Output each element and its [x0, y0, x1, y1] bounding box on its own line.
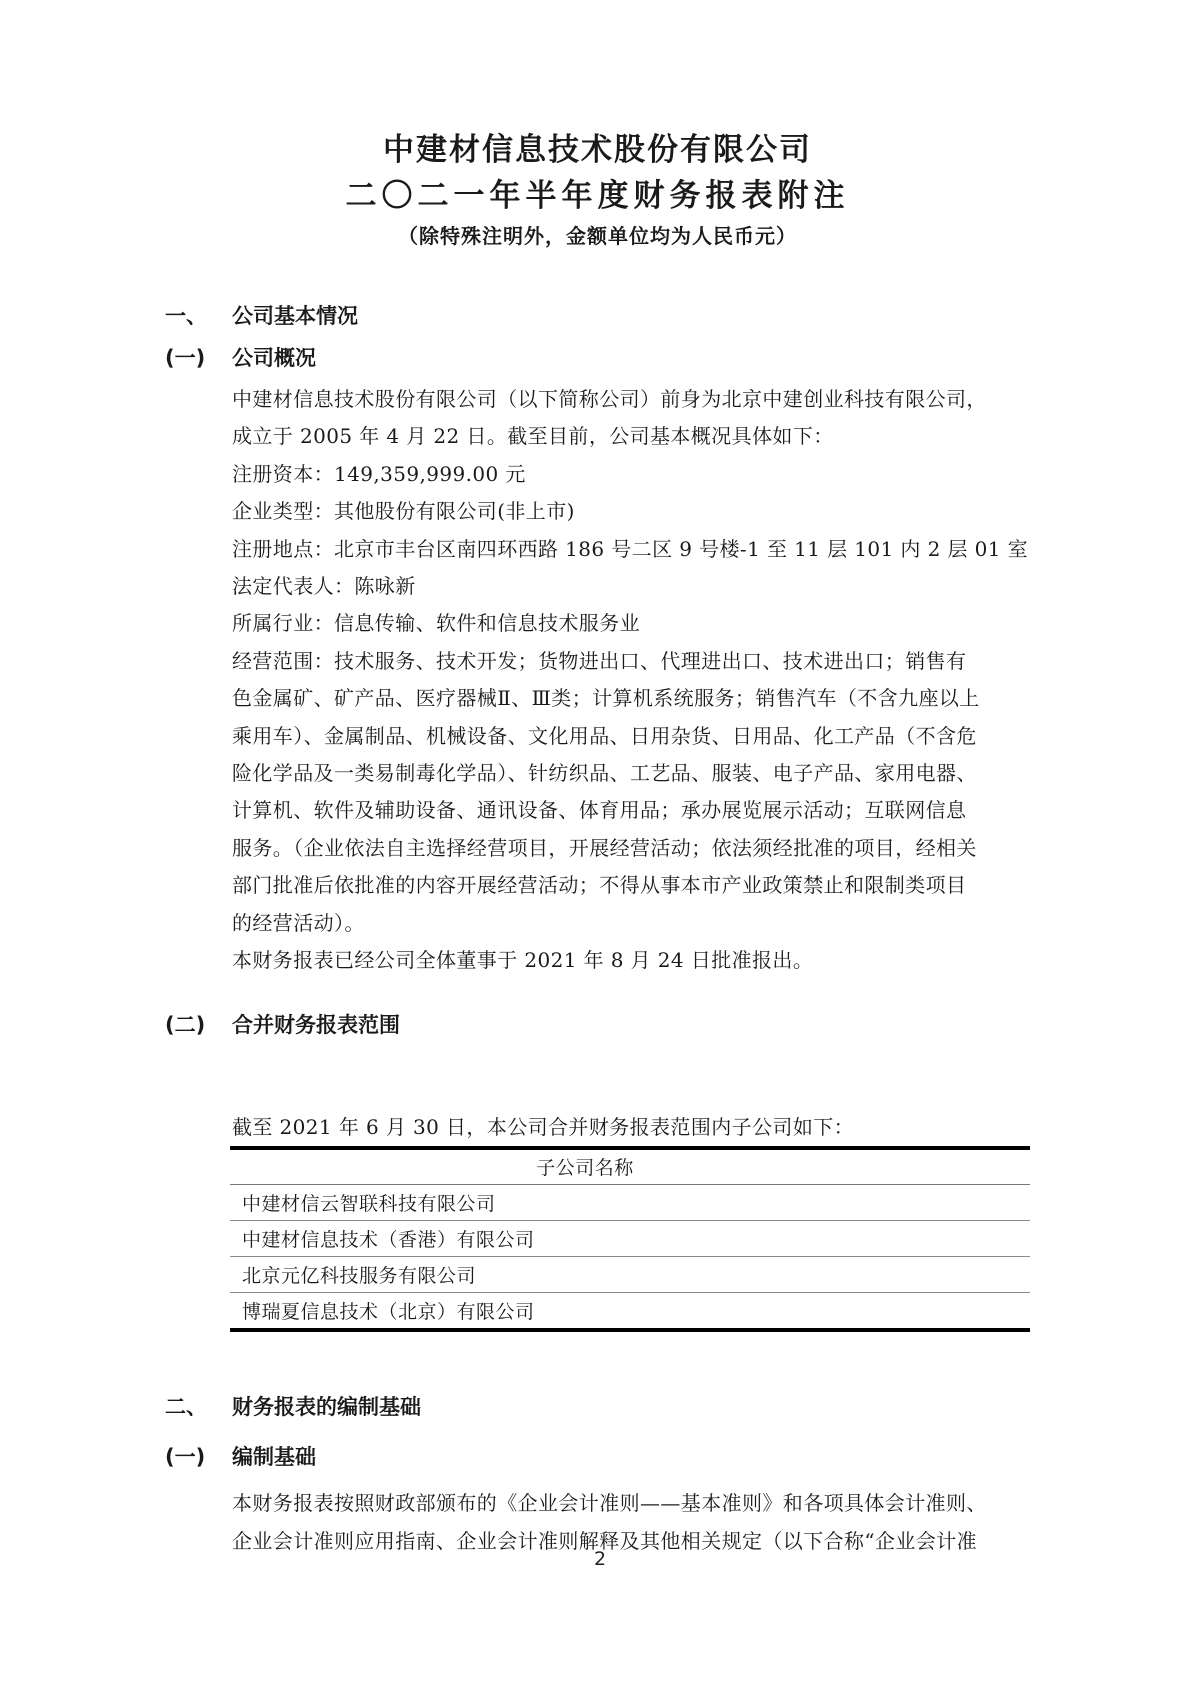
company-overview-paragraph	[232, 381, 1029, 980]
text-line: 乘用车）、金属制品、机械设备、文化用品、日用杂货、日用品、化工产品（不含危	[232, 723, 977, 748]
section-one-number: 一、	[165, 304, 207, 328]
subsidiaries-table-body	[230, 1185, 1030, 1328]
page-number: 2	[593, 1548, 607, 1570]
subsection-overview-number: (一)	[165, 346, 206, 370]
table-row: 中建材信云智联科技有限公司	[230, 1185, 1030, 1221]
table-row: 北京元亿科技服务有限公司	[230, 1257, 1030, 1293]
section-one-title: 公司基本情况	[232, 304, 358, 328]
title-block	[165, 128, 1030, 253]
text-line: 服务。（企业依法自主选择经营项目，开展经营活动；依法须经批准的项目，经相关	[232, 835, 977, 860]
doc-title-unit-note: （除特殊注明外，金额单位均为人民币元）	[398, 224, 797, 248]
section-preparation-basis	[165, 1392, 1030, 1560]
subsection-consolidation-number: (二)	[165, 1012, 206, 1037]
subsection-basis-title: 编制基础	[232, 1444, 316, 1469]
text-line: 注册资本：149,359,999.00 元	[232, 461, 526, 486]
doc-title-company: 中建材信息技术股份有限公司	[383, 132, 812, 168]
subsection-overview-heading-row	[165, 343, 1030, 373]
section-two-heading-row	[165, 1392, 1030, 1422]
subsidiaries-table-header: 子公司名称	[230, 1150, 1030, 1185]
section-company-basic	[165, 301, 1030, 1332]
subsection-consolidation-heading-row	[165, 1010, 1030, 1040]
text-line: 的经营活动）。	[232, 910, 365, 935]
text-line: 中建材信息技术股份有限公司（以下简称公司）前身为北京中建创业科技有限公司，	[232, 387, 987, 411]
doc-title-report: 二〇二一年半年度财务报表附注	[345, 178, 850, 214]
consolidation-intro: 截至 2021 年 6 月 30 日，本公司合并财务报表范围内子公司如下：	[232, 1114, 855, 1139]
section-two-number: 二、	[165, 1394, 207, 1419]
text-line: 计算机、软件及辅助设备、通讯设备、体育用品；承办展览展示活动；互联网信息	[232, 798, 967, 823]
text-line: 部门批准后依批准的内容开展经营活动；不得从事本市产业政策禁止和限制类项目	[232, 873, 967, 898]
text-line: 险化学品及一类易制毒化学品）、针纺织品、工艺品、服装、电子产品、家用电器、	[232, 761, 977, 786]
text-line: 本财务报表按照财政部颁布的《企业会计准则——基本准则》和各项具体会计准则、	[232, 1490, 987, 1515]
section-one-heading-row	[165, 301, 1030, 331]
text-line: 本财务报表已经公司全体董事于 2021 年 8 月 24 日批准报出。	[232, 948, 814, 973]
subsection-overview-title: 公司概况	[232, 346, 316, 370]
subsection-basis-heading-row	[165, 1442, 1030, 1472]
table-row: 博瑞夏信息技术（北京）有限公司	[242, 1300, 535, 1323]
text-line: 经营范围：技术服务、技术开发；货物进出口、代理进出口、技术进出口；销售有	[232, 648, 967, 673]
text-line: 所属行业：信息传输、软件和信息技术服务业	[232, 611, 640, 636]
text-line: 企业类型：其他股份有限公司(非上市)	[232, 499, 575, 524]
text-line: 企业会计准则应用指南、企业会计准则解释及其他相关规定（以下合称“企业会计准	[232, 1528, 978, 1553]
section-two-title: 财务报表的编制基础	[232, 1394, 421, 1419]
table-row: 中建材信息技术（香港）有限公司	[230, 1221, 1030, 1257]
subsidiaries-table	[230, 1146, 1030, 1332]
text-line: 法定代表人：陈咏新	[232, 574, 416, 599]
subsection-consolidation-title: 合并财务报表范围	[232, 1012, 400, 1037]
text-line: 色金属矿、矿产品、医疗器械Ⅱ、Ⅲ类；计算机系统服务；销售汽车（不含九座以上	[232, 686, 980, 711]
text-line: 注册地点：北京市丰台区南四环西路 186 号二区 9 号楼-1 至 11 层 101 内 2 层 01 室	[232, 536, 1029, 561]
subsection-basis-number: (一)	[165, 1444, 206, 1469]
text-line: 成立于 2005 年 4 月 22 日。截至目前，公司基本概况具体如下：	[232, 424, 834, 449]
